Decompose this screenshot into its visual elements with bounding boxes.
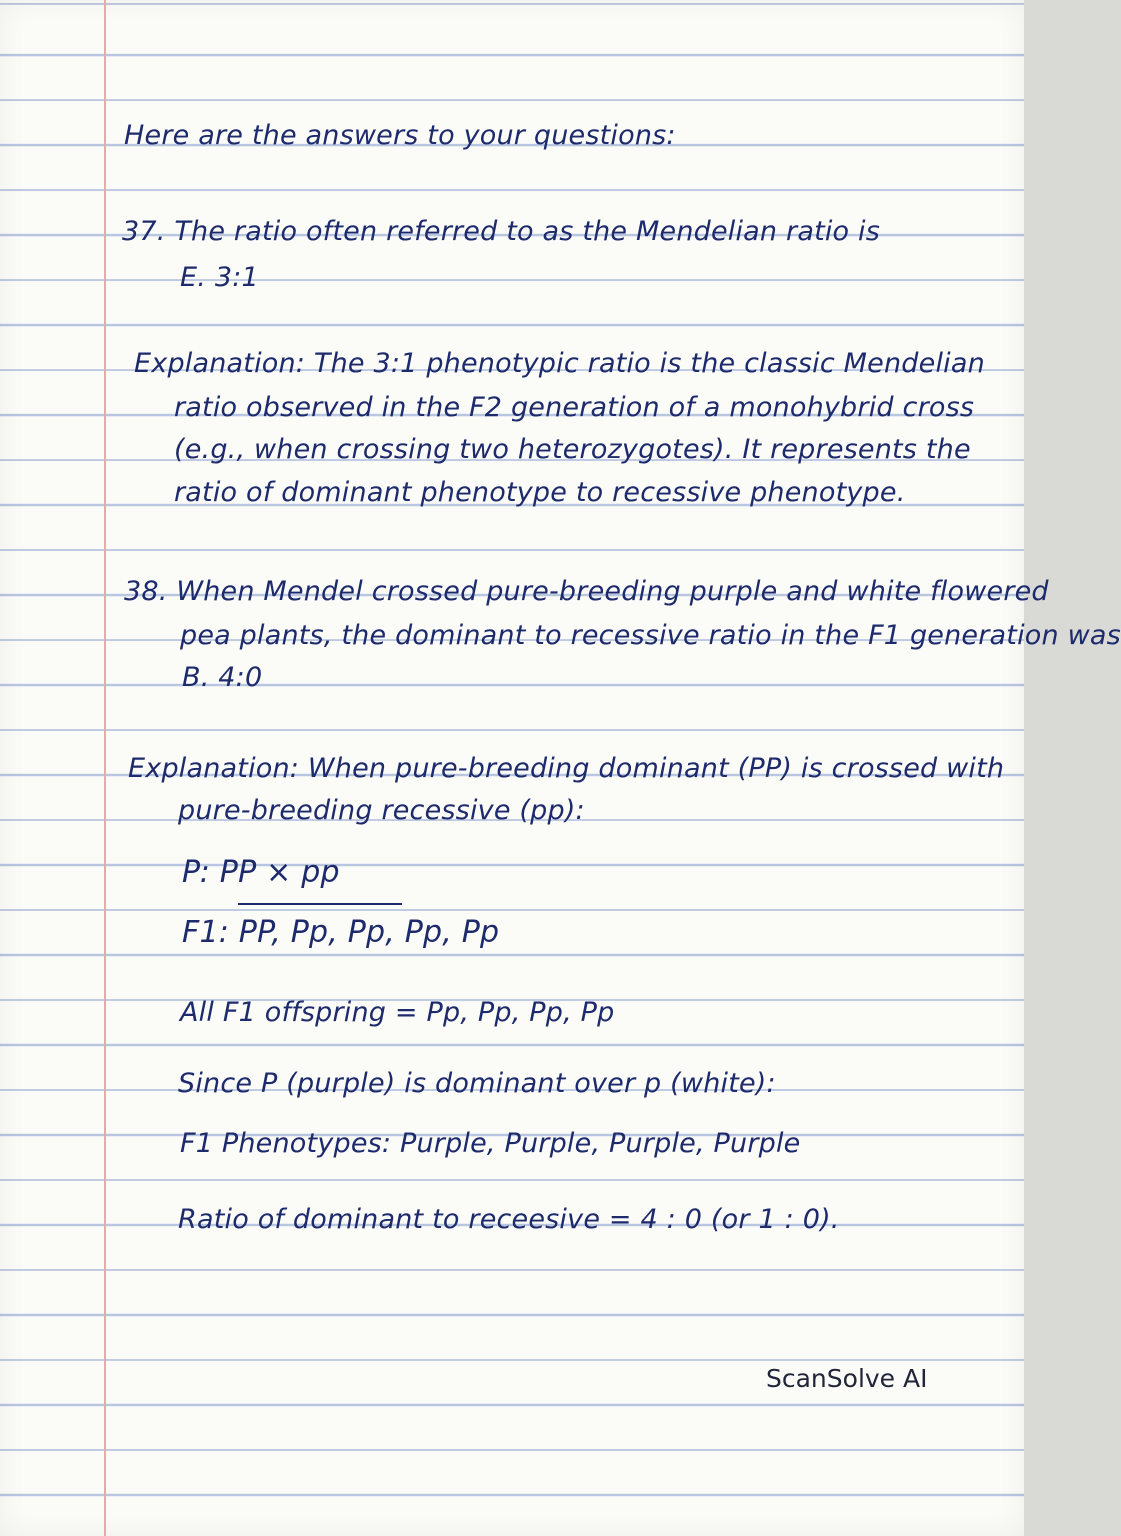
dominance-statement: Since P (purple) is dominant over p (white): [178, 1068, 776, 1099]
parent-cross: P: PP × pp [182, 855, 340, 890]
footer-brand: ScanSolve AI [766, 1364, 928, 1393]
intro-line: Here are the answers to your questions: [124, 120, 676, 151]
answer-38: B. 4:0 [182, 662, 263, 693]
f1-genotypes: F1: PP, Pp, Pp, Pp, Pp [182, 915, 500, 950]
explanation-37-line-1: Explanation: The 3:1 phenotypic ratio is the classic Mendelian [134, 348, 985, 379]
f1-phenotypes: F1 Phenotypes: Purple, Purple, Purple, Purple [180, 1128, 801, 1159]
ratio-statement: Ratio of dominant to receesive = 4 : 0 (or 1 : 0). [178, 1204, 840, 1235]
explanation-37-line-4: ratio of dominant phenotype to recessive phenotype. [174, 477, 906, 508]
explanation-38-line-2: pure-breeding recessive (pp): [178, 795, 585, 826]
margin-line [104, 0, 106, 1536]
question-38-line-2: pea plants, the dominant to recessive ratio in the F1 generation was [180, 620, 1121, 651]
question-38-line-1: 38. When Mendel crossed pure-breeding purple and white flowered [124, 576, 1049, 607]
answer-37: E. 3:1 [180, 262, 259, 293]
explanation-37-line-2: ratio observed in the F2 generation of a monohybrid cross [174, 392, 975, 423]
explanation-38-line-1: Explanation: When pure-breeding dominant (PP) is crossed with [128, 753, 1005, 784]
question-37: 37. The ratio often referred to as the Mendelian ratio is [122, 216, 881, 247]
all-f1-offspring: All F1 offspring = Pp, Pp, Pp, Pp [180, 997, 615, 1028]
cross-underline [238, 903, 402, 905]
explanation-37-line-3: (e.g., when crossing two heterozygotes). It represents the [174, 434, 971, 465]
